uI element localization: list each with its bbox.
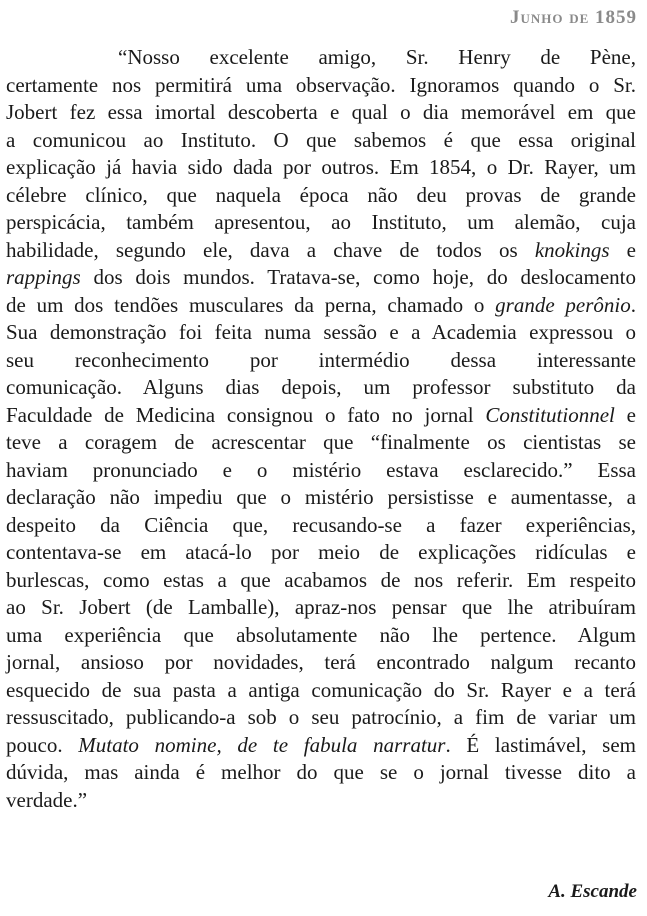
italic-term: knokings [534,237,610,262]
italic-term: Constitutionnel [485,402,615,427]
text-line: “Nosso excelente amigo, Sr. Henry de Pène, [118,45,636,69]
text-line [6,264,636,292]
text-line: seu reconhecimento por intermédio dessa interessante [6,347,636,372]
text-line [6,402,636,430]
italic-term: grande perônio [495,292,631,317]
text-line: explicação já havia sido dada por outros. Em 1854, o Dr. Rayer, um [6,155,636,179]
text-line: declaração não impediu que o mistério persistisse e aumentasse, a [6,485,636,509]
italic-term: rappings [6,265,81,289]
text-line [6,292,636,320]
text-line: dúvida, mas ainda é melhor do que se o jornal tivesse dito a [6,760,636,784]
text-line: ressuscitado, publicando-a sob o seu patrocínio, a fim de variar um [6,705,636,729]
text-line: jornal, ansioso por novidades, terá encontrado nalgum recanto [6,650,636,674]
text-run: . [630,292,636,317]
text-line: Jobert fez essa imortal descoberta e qual o dia memorável em que [6,100,636,124]
text-line: perspicácia, também apresentou, ao Instituto, um alemão, cuja [6,210,636,234]
author-signature: A. Escande [548,881,637,902]
text-line: ao Sr. Jobert (de Lamballe), apraz-nos pensar que lhe atribuíram [6,595,636,619]
text-line: burlescas, como estas a que acabamos de nos referir. Em respeito [6,567,636,592]
text-run: Faculdade de Medicina consignou o fato no jornal [6,402,486,427]
text-line: uma experiência que absolutamente não lhe pertence. Algum [6,622,636,647]
text-line: comunicação. Alguns dias depois, um professor substituto da [6,375,636,399]
text-run: e [614,402,636,427]
text-line: despeito da Ciência que, recusando-se a fazer experiências, [6,512,636,537]
text-line: célebre clínico, que naquela época não deu provas de grande [6,182,636,207]
text-run: habilidade, segundo ele, dava a chave de todos os [6,237,535,262]
text-line: a comunicou ao Instituto. O que sabemos é que essa original [6,127,636,152]
text-run: . É lastimável, sem [445,732,636,757]
text-run: e [609,237,636,262]
header-month: Junho de [509,7,590,28]
article-body [6,44,636,814]
text-line: haviam pronunciado e o mistério estava esclarecido.” Essa [6,457,636,482]
text-line: esquecido de sua pasta a antiga comunicação do Sr. Rayer e a terá [6,677,636,702]
text-run: dos dois mundos. Tratava-se, como hoje, do deslocamento [80,265,636,289]
text-line: contentava-se em atacá-lo por meio de explicações ridículas e [6,540,636,564]
text-line: certamente nos permitirá uma observação. Ignoramos quando o Sr. [6,72,636,97]
latin-quote: Mutato nomine, de te fabula narratur [78,732,446,757]
text-line: verdade.” [6,787,88,812]
text-run: de um dos tendões musculares da perna, chamado o [6,292,496,317]
text-line: Sua demonstração foi feita numa sessão e a Academia expressou o [6,320,636,344]
page-header [510,7,637,29]
header-year: 1859 [595,7,637,28]
text-line [6,237,636,265]
text-line: teve a coragem de acrescentar que “finalmente os cientistas se [6,430,636,454]
text-line [6,732,636,760]
text-run: pouco. [6,732,79,757]
